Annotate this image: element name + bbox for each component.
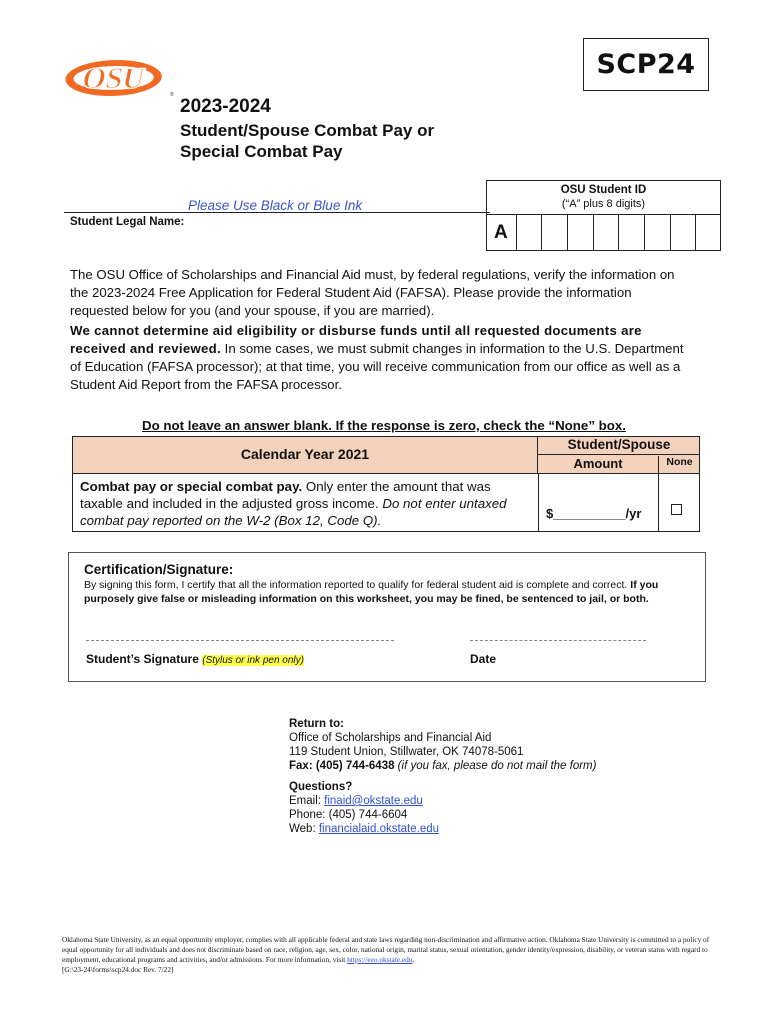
combat-pay-note: Do not enter untaxed combat pay reported on the W-2 (Box 12, Code Q). bbox=[80, 496, 507, 528]
fax-number: Fax: (405) 744-6438 bbox=[289, 760, 395, 772]
title-line-2: Special Combat Pay bbox=[180, 142, 343, 161]
table-divider bbox=[658, 474, 659, 532]
student-id-digit[interactable] bbox=[542, 215, 568, 251]
ink-note: Please Use Black or Blue Ink bbox=[188, 198, 363, 213]
return-fax bbox=[289, 759, 596, 773]
intro-bold-warning: We cannot determine aid eligibility or disburse funds until all requested documents are received and reviewed. bbox=[70, 323, 642, 356]
svg-text:OSU: OSU bbox=[79, 61, 149, 95]
none-header: None bbox=[658, 456, 700, 474]
form-code: SCP24 bbox=[596, 49, 696, 80]
student-id-digit[interactable] bbox=[594, 215, 620, 251]
student-id-prefix: A bbox=[486, 215, 517, 251]
return-office: Office of Scholarships and Financial Aid bbox=[289, 732, 492, 744]
intro-paragraph-1: The OSU Office of Scholarships and Financial Aid must, by federal regulations, verify the information on the 2023-2024 Free Application for Federal Student Aid (FAFSA). Please provide the information requested below for you (and your spouse, if you are married). bbox=[70, 267, 675, 318]
student-id-digit[interactable] bbox=[517, 215, 543, 251]
student-id-digit[interactable] bbox=[696, 215, 721, 251]
date-label: Date bbox=[470, 652, 497, 666]
return-address: 119 Student Union, Stillwater, OK 74078-5061 bbox=[289, 746, 524, 758]
student-id-digit[interactable] bbox=[671, 215, 697, 251]
certification-title: Certification/Signature: bbox=[84, 562, 234, 577]
web-link[interactable]: financialaid.okstate.edu bbox=[318, 823, 440, 835]
signature-label bbox=[86, 652, 304, 666]
signature-label-text: Student’s Signature bbox=[86, 652, 199, 666]
certification-statement: By signing this form, I certify that all the information reported to qualify for federal student aid is complete and correct. bbox=[84, 579, 631, 591]
certification-warning: If you purposely give false or misleading information on this worksheet, you may be fined, be sentenced to jail, or both. bbox=[84, 579, 659, 605]
footer-link[interactable]: https://eeo.okstate.edu bbox=[347, 955, 413, 964]
signature-note: (Stylus or ink pen only) bbox=[202, 655, 304, 666]
student-id-digit[interactable] bbox=[645, 215, 671, 251]
student-id-digits bbox=[486, 214, 721, 251]
intro-paragraph-2-text: In some cases, we must submit changes in information to the U.S. Department of Education (FAFSA processor); at that time, you will receive communication from our office as well as a Student Aid Report from the FAFSA processor. bbox=[70, 341, 684, 392]
footer-link-end: . bbox=[412, 955, 415, 964]
calendar-year-header: Calendar Year 2021 bbox=[240, 446, 370, 462]
title-line-1: Student/Spouse Combat Pay or bbox=[180, 121, 435, 140]
student-id-digit[interactable] bbox=[619, 215, 645, 251]
certification-text bbox=[84, 578, 694, 606]
date-line[interactable] bbox=[470, 640, 646, 641]
questions-heading: Questions? bbox=[289, 781, 353, 793]
student-id-title: OSU Student ID bbox=[560, 184, 647, 196]
intro-paragraph-2 bbox=[70, 322, 690, 394]
svg-text:®: ® bbox=[170, 92, 174, 98]
questions-web bbox=[289, 822, 439, 836]
table-divider bbox=[538, 474, 539, 532]
combat-pay-text: Only enter the amount that was taxable and included in the adjusted gross income. bbox=[80, 479, 491, 511]
footer-text: Oklahoma State University, as an equal opportunity employer, complies with all applicable federal and state laws regarding non-discrimination and affirmative action. Oklahoma State University is committed to a policy of equal opportunity for all individuals and does not discriminate based on race, religion, age, sex, color, national origin, marital status, sexual orientation, gender identity/expression, disability, or veteran status with regard to employment, educational programs and activities, and/or admissions. For more information, visit bbox=[62, 935, 710, 964]
combat-pay-amount-input[interactable]: $__________/yr bbox=[546, 506, 642, 521]
email-label: Email: bbox=[289, 795, 325, 807]
osu-logo bbox=[64, 48, 180, 110]
combat-pay-description bbox=[80, 478, 530, 529]
questions-phone: Phone: (405) 744-6604 bbox=[289, 809, 408, 821]
student-id-subtitle: (“A” plus 8 digits) bbox=[561, 198, 646, 210]
student-id-digit[interactable] bbox=[568, 215, 594, 251]
none-checkbox[interactable] bbox=[671, 504, 682, 515]
email-link[interactable]: finaid@okstate.edu bbox=[324, 795, 423, 807]
combat-pay-label: Combat pay or special combat pay. bbox=[80, 479, 303, 494]
amount-header: Amount bbox=[573, 456, 623, 471]
title-year: 2023-2024 bbox=[180, 96, 271, 117]
web-label: Web: bbox=[289, 823, 319, 835]
return-heading: Return to: bbox=[289, 718, 344, 730]
legal-name-label: Student Legal Name: bbox=[70, 216, 185, 228]
signature-line[interactable] bbox=[86, 640, 394, 641]
footer-disclaimer bbox=[62, 935, 712, 975]
form-code-box bbox=[583, 38, 709, 91]
no-blank-notice: Do not leave an answer blank. If the response is zero, check the “None” box. bbox=[142, 418, 626, 433]
student-spouse-header: Student/Spouse bbox=[538, 437, 700, 455]
fax-note: (if you fax, please do not mail the form) bbox=[394, 760, 597, 772]
questions-email bbox=[289, 794, 423, 808]
footer-ref: [G:\23-24\forms\scp24.doc Rev. 7/22] bbox=[62, 965, 174, 974]
